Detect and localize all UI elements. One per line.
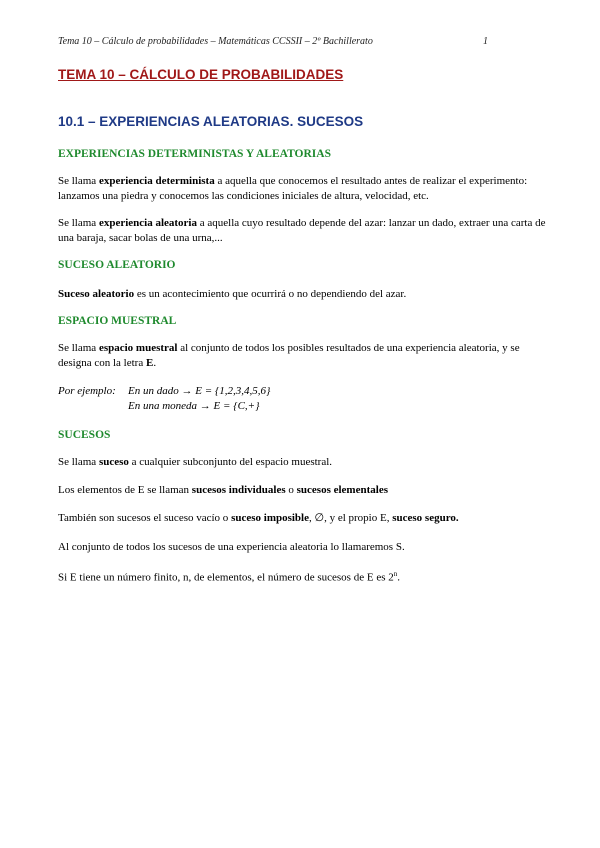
p1-pre: Se llama: [58, 175, 99, 187]
p4-mid: al conjunto de todos los posibles resultados de una experiencia aleatoria, y se designa con la letra: [58, 342, 520, 369]
p7-pre: También son sucesos el suceso vacío o: [58, 512, 232, 524]
paragraph-aleatoria: [58, 216, 548, 246]
paragraph-numero-sucesos: [58, 567, 548, 586]
p1-post: a aquella que conocemos el resultado antes de realizar el experimento: lanzamos una piedra y conocemos las condiciones iniciales de altura, velocidad, etc.: [58, 175, 528, 202]
p9-post: .: [397, 571, 400, 584]
p6-mid: o: [285, 484, 297, 496]
p1-term: experiencia determinista: [98, 175, 215, 187]
example-line-2: En una moneda → E = {C,+}: [128, 400, 260, 412]
chapter-title: TEMA 10 – CÁLCULO DE PROBABILIDADES: [58, 67, 344, 82]
running-header: [58, 36, 488, 47]
paragraph-suceso: [58, 455, 548, 470]
p5-pre: Se llama: [58, 456, 99, 468]
paragraph-determinista: [58, 174, 548, 204]
running-title: Tema 10 – Cálculo de probabilidades – Matemáticas CCSSII – 2º Bachillerato: [58, 36, 373, 47]
p2-term: experiencia aleatoria: [98, 217, 197, 229]
p2-pre: Se llama: [58, 217, 99, 229]
example-line-1: En un dado → E = {1,2,3,4,5,6}: [128, 385, 271, 397]
p7-term2: suceso seguro.: [392, 512, 459, 524]
paragraph-elementos: [58, 483, 548, 498]
p6-pre: Los elementos de E se llaman: [58, 484, 192, 496]
p7-term: suceso imposible: [231, 512, 309, 524]
p6-term: sucesos individuales: [191, 484, 286, 496]
section-heading: 10.1 – EXPERIENCIAS ALEATORIAS. SUCESOS: [58, 114, 364, 129]
p9-text: Si E tiene un número finito, n, de elementos, el número de sucesos de E es 2: [58, 571, 394, 584]
p4-pre: Se llama: [58, 342, 99, 354]
p3-post: es un acontecimiento que ocurrirá o no dependiendo del azar.: [134, 288, 407, 300]
subheading-suceso-aleatorio: SUCESO ALEATORIO: [58, 259, 176, 271]
p2-post: a aquella cuyo resultado depende del azar: lanzar un dado, extraer una carta de una baraja, sacar bolas de una urna,...: [58, 217, 546, 244]
p5-term: suceso: [98, 456, 129, 468]
p5-post: a cualquier subconjunto del espacio muestral.: [128, 456, 333, 468]
p4-term: espacio muestral: [98, 342, 178, 354]
p3-term: Suceso aleatorio: [58, 288, 135, 300]
example-label: Por ejemplo:: [58, 385, 116, 397]
paragraph-espacio-muestral: [58, 341, 548, 371]
subheading-espacio-muestral: ESPACIO MUESTRAL: [58, 315, 177, 327]
page-number: 1: [483, 36, 488, 47]
subheading-experiencias: EXPERIENCIAS DETERMINISTAS Y ALEATORIAS: [58, 148, 331, 160]
subheading-sucesos: SUCESOS: [58, 429, 111, 441]
p4-term2: E: [145, 357, 154, 369]
p6-term2: sucesos elementales: [296, 484, 388, 496]
paragraph-suceso-aleatorio: [58, 287, 548, 302]
example-block: [58, 384, 270, 414]
paragraph-conjunto-s: Al conjunto de todos los sucesos de una experiencia aleatoria lo llamaremos S.: [58, 541, 405, 553]
p4-post: .: [153, 357, 157, 369]
p9-exponent: n: [393, 570, 398, 578]
p7-mid: , ∅, y el propio E,: [309, 512, 393, 524]
paragraph-vacio-seguro: [58, 511, 548, 526]
